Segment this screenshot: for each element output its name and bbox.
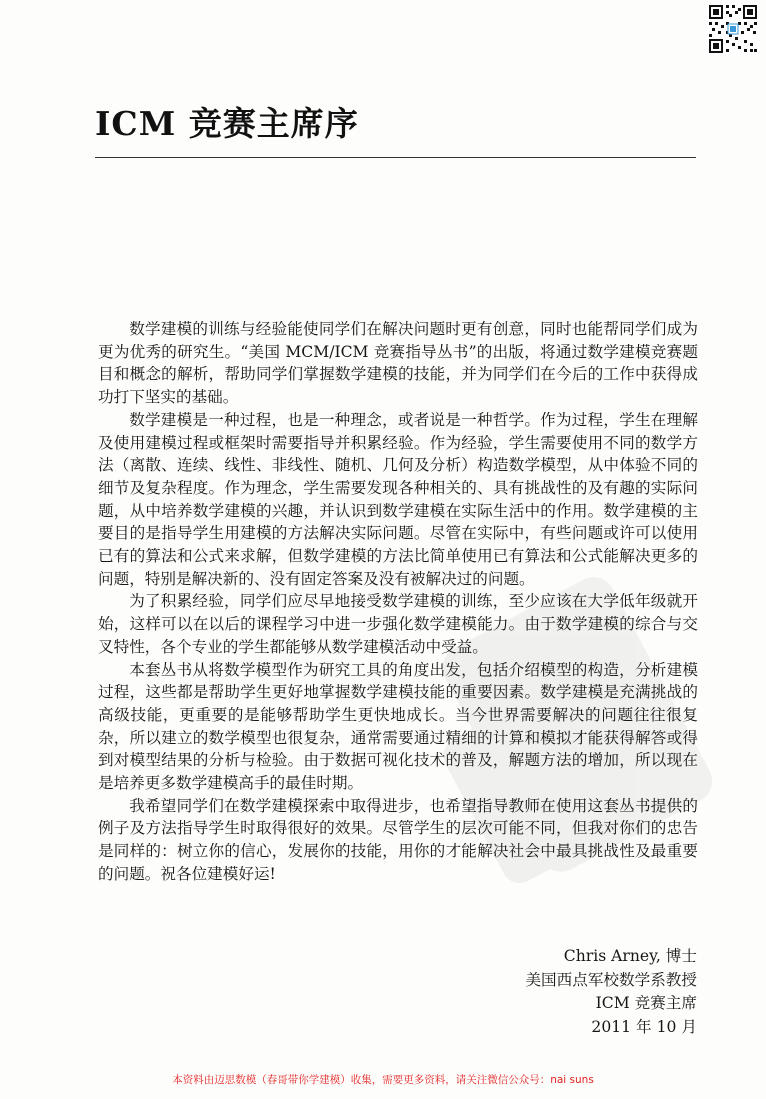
footer-note: 本资料由迈思数模（春哥带你学建模）收集，需要更多资料，请关注微信公众号：nai suns	[172, 1074, 594, 1086]
author-role: ICM 竞赛主席	[595, 994, 697, 1012]
paragraph: 本套丛书从将数学模型作为研究工具的角度出发，包括介绍模型的构造，分析建模过程，这些都是帮助学生更好地掌握数学建模技能的重要因素。数学建模是充满挑战的高级技能，更重要的是能够帮助学生更快地成长。当今世界需要解决的问题往往很复杂，所以建立的数学模型也很复杂，通常需要通过精细的计算和模拟才能获得解答或得到对模型结果的分析与检验。由于数据可视化技术的普及，解题方法的增加，所以现在是培养更多数学建模高手的最佳时期。	[98, 660, 698, 793]
page-title: ICM 竞赛主席序	[95, 104, 359, 143]
title-divider	[95, 157, 696, 158]
qr-code-icon	[707, 3, 759, 55]
author-position: 美国西点军校数学系教授	[525, 970, 697, 989]
signature-block	[525, 945, 697, 1039]
paragraph: 数学建模的训练与经验能使同学们在解决问题时更有创意，同时也能帮同学们成为更为优秀的研究生。“美国 MCM/ICM 竞赛指导丛书”的出版，将通过数学建模竞赛题目和概念的解析，帮助同学们掌握数学建模的技能，并为同学们在今后的工作中获得成功打下坚实的基础。	[98, 320, 698, 407]
paragraph: 为了积累经验，同学们应尽早地接受数学建模的训练，至少应该在大学低年级就开始，这样可以在以后的课程学习中进一步强化数学建模能力。由于数学建模的综合与交叉特性，各个专业的学生都能够从数学建模活动中受益。	[98, 592, 698, 656]
preface-body	[98, 318, 698, 886]
paragraph: 数学建模是一种过程，也是一种理念，或者说是一种哲学。作为过程，学生在理解及使用建模过程或框架时需要指导并积累经验。作为经验，学生需要使用不同的数学方法（离散、连续、线性、非线性、随机、几何及分析）构造数学模型，从中体验不同的细节及复杂程度。作为理念，学生需要发现各种相关的、具有挑战性的及有趣的实际问题，从中培养数学建模的兴趣，并认识到数学建模在实际生活中的作用。数学建模的主要目的是指导学生用建模的方法解决实际问题。尽管在实际中，有些问题或许可以使用已有的算法和公式来求解，但数学建模的方法比简单使用已有算法和公式能解决更多的问题，特别是解决新的、没有固定答案及没有被解决过的问题。	[98, 410, 698, 588]
author-name: Chris Arney, 博士	[563, 947, 697, 965]
signature-date: 2011 年 10 月	[591, 1017, 697, 1036]
paragraph: 我希望同学们在数学建模探索中取得进步，也希望指导教师在使用这套丛书提供的例子及方法指导学生时取得很好的效果。尽管学生的层次可能不同，但我对你们的忠告是同样的：树立你的信心，发展你的技能，用你的才能解决社会中最具挑战性及最重要的问题。祝各位建模好运!	[98, 796, 698, 883]
